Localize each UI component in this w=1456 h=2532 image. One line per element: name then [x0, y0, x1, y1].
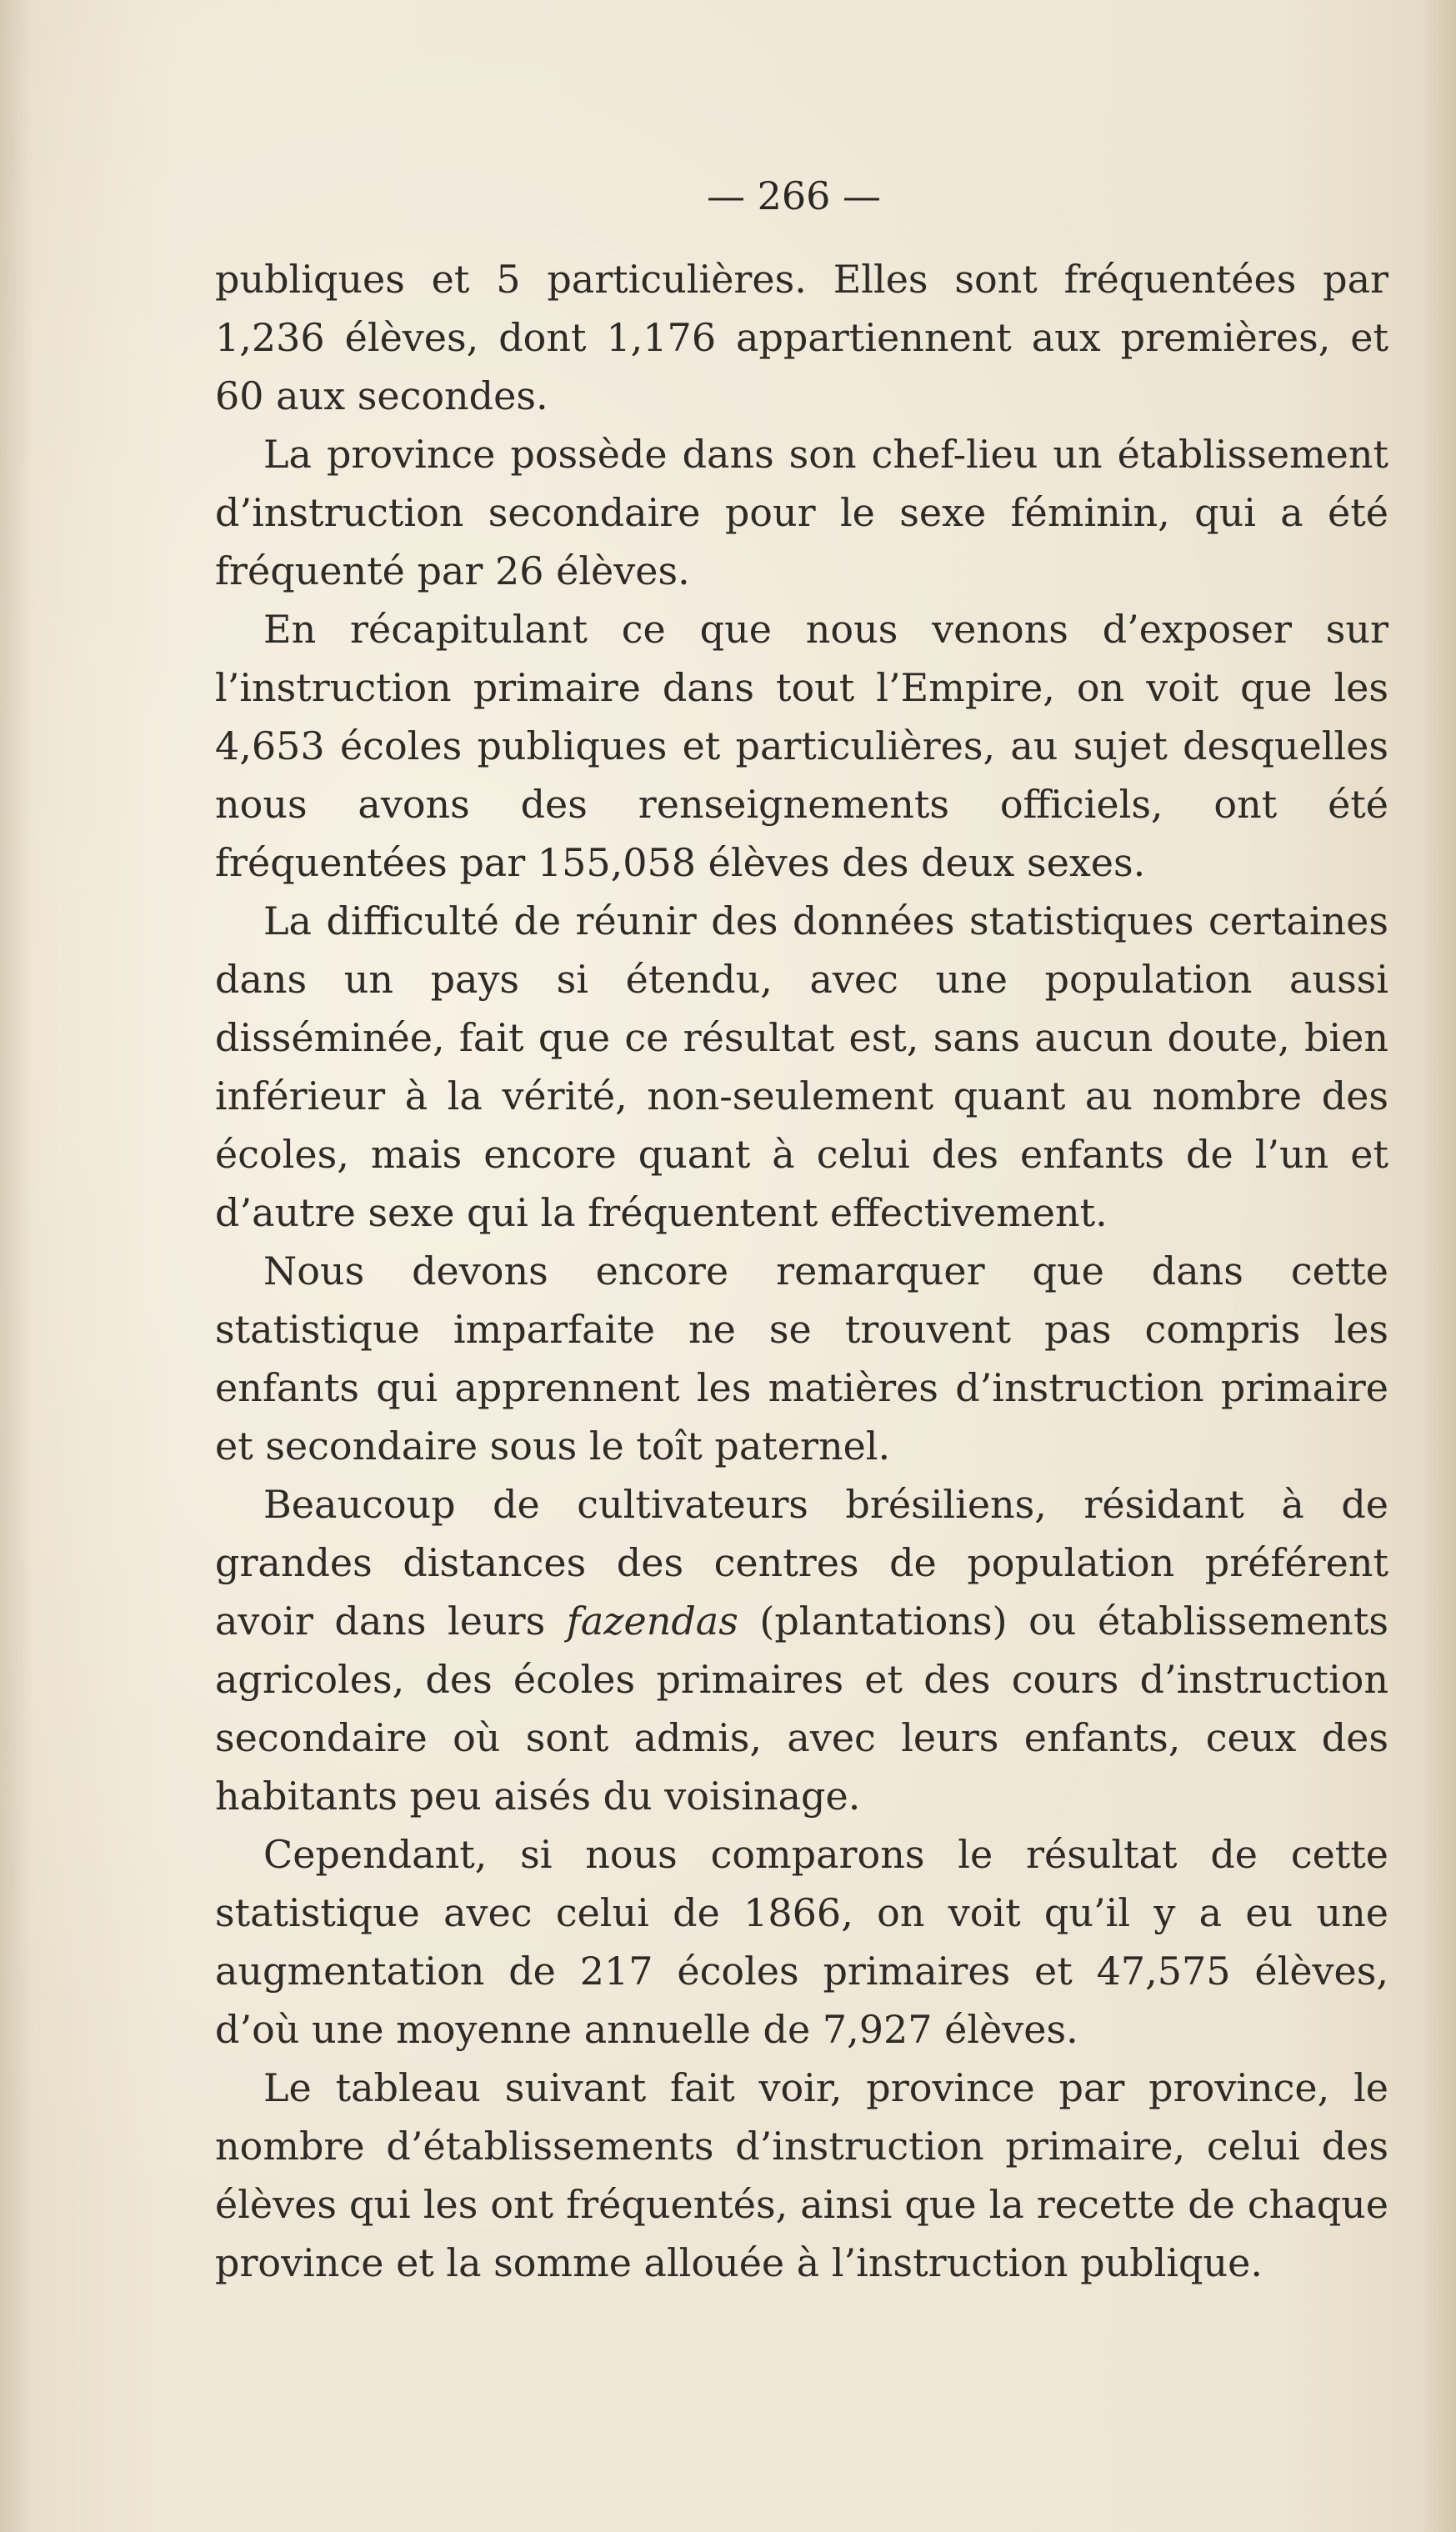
paragraph-4: La difficulté de réunir des données statistiques certaines dans un pays si étendu, avec une population aussi disséminée, fait que ce résultat est, sans aucun doute, bien inférieur à la vérité, non-seulement quant au nombre des écoles, mais encore quant à celui des enfants de l’un et d’autre sexe qui la fréquentent effectivement. — [215, 898, 1388, 1235]
paragraph-6 — [215, 1475, 1388, 1825]
paragraph-7: Cependant, si nous comparons le résultat de cette statistique avec celui de 1866, on voit qu’il y a eu une augmentation de 217 écoles primaires et 47,575 élèves, d’où une moyenne annuelle de 7,927 élèves. — [215, 1832, 1388, 2052]
paragraph-8: Le tableau suivant fait voir, province par province, le nombre d’établissements d’instruction primaire, celui des élèves qui les ont fréquentés, ainsi que la recette de chaque province et la somme allouée à l’instruction publique. — [215, 2065, 1388, 2285]
page-number — [0, 173, 1456, 218]
page-edge-shadow-left — [0, 0, 33, 2532]
paragraph-5: Nous devons encore remarquer que dans cette statistique imparfaite ne se trouvent pas compris les enfants qui apprennent les matières d’instruction primaire et secondaire sous le toît paternel. — [215, 1248, 1388, 1469]
paragraph-6-italic-term: fazendas — [566, 1599, 738, 1644]
body-text — [215, 250, 1388, 2292]
paragraph-1: publiques et 5 particulières. Elles sont fréquentées par 1,236 élèves, dont 1,176 appartiennent aux premières, et 60 aux secondes. — [215, 257, 1388, 418]
page-number-text: — 266 — — [706, 173, 882, 218]
paragraph-6-after: (plantations) ou établissements agricoles, des écoles primaires et des cours d’instruction secondaire où sont admis, avec leurs enfants, ceux des habitants peu aisés du voisinage. — [215, 1599, 1388, 1819]
page-edge-shadow-right — [1423, 0, 1456, 2532]
paragraph-6-before: Beaucoup de cultivateurs brésiliens, résidant à de grandes distances des centres de population préférent avoir dans leurs — [215, 1482, 1388, 1644]
paragraph-2: La province possède dans son chef-lieu un établissement d’instruction secondaire pour le sexe féminin, qui a été fréquenté par 26 élèves. — [215, 432, 1388, 593]
paragraph-3: En récapitulant ce que nous venons d’exposer sur l’instruction primaire dans tout l’Empire, on voit que les 4,653 écoles publiques et particulières, au sujet desquelles nous avons des renseignements officiels, ont été fréquentées par 155,058 élèves des deux sexes. — [215, 607, 1388, 885]
